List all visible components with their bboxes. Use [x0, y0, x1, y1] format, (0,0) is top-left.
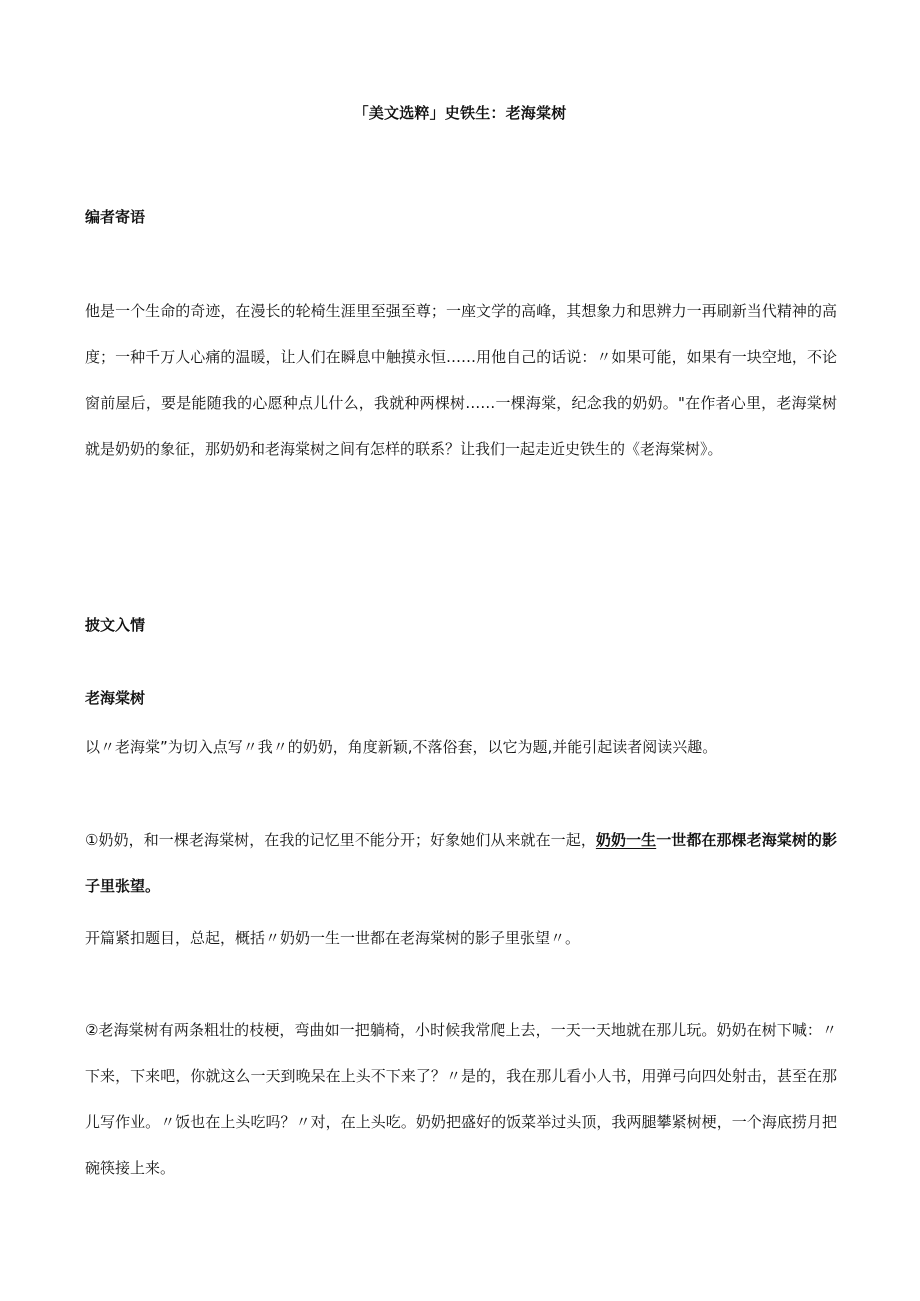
editor-note-heading: 编者寄语	[85, 208, 146, 226]
paragraph-1-underlined-phrase: 奶奶一生	[595, 831, 657, 849]
paragraph-1-bold-phrase: 一世都在那棵老海棠树的影子里张望。	[85, 831, 837, 895]
paragraph-1-annotation: 开篇紧扣题目，总起，概括〃奶奶一生一世都在老海棠树的影子里张望〃。	[85, 929, 581, 947]
title-annotation: 以〃老海棠”为切入点写〃我〃的奶奶，角度新颖,不落俗套，以它为题,并能引起读者阅读兴趣。	[85, 738, 718, 756]
document-title: 「美文选粹」史铁生：老海棠树	[353, 104, 567, 122]
section-subheading: 老海棠树	[85, 689, 146, 707]
paragraph-2: ②老海棠树有两条粗壮的枝梗，弯曲如一把躺椅，小时候我常爬上去，一天一天地就在那儿玩。奶奶在树下喊：〃下来，下来吧，你就这么一天到晚呆在上头不下来了？〃是的，我在那儿看小人书，用弹弓向四处射击，甚至在那儿写作业。〃饭也在上头吃吗？〃对，在上头吃。奶奶把盛好的饭菜举过头顶，我两腿攀紧树梗，一个海底捞月把碗筷接上来。	[85, 1021, 837, 1177]
editor-note-body: 他是一个生命的奇迹，在漫长的轮椅生涯里至强至尊；一座文学的高峰，其想象力和思辨力一再刷新当代精神的高度；一种千万人心痛的温暖，让人们在瞬息中触摸永恒……用他自己的话说：〃如果可能，如果有一块空地，不论窗前屋后，要是能随我的心愿种点儿什么，我就种两棵树……一棵海棠，纪念我的奶奶。"在作者心里，老海棠树就是奶奶的象征，那奶奶和老海棠树之间有怎样的联系？让我们一起走近史铁生的《老海棠树》。	[85, 302, 837, 458]
section-heading: 披文入情	[85, 616, 146, 634]
paragraph-1-text: ①奶奶，和一棵老海棠树，在我的记忆里不能分开；好象她们从来就在一起，	[85, 831, 596, 849]
paragraph-1	[85, 817, 837, 909]
